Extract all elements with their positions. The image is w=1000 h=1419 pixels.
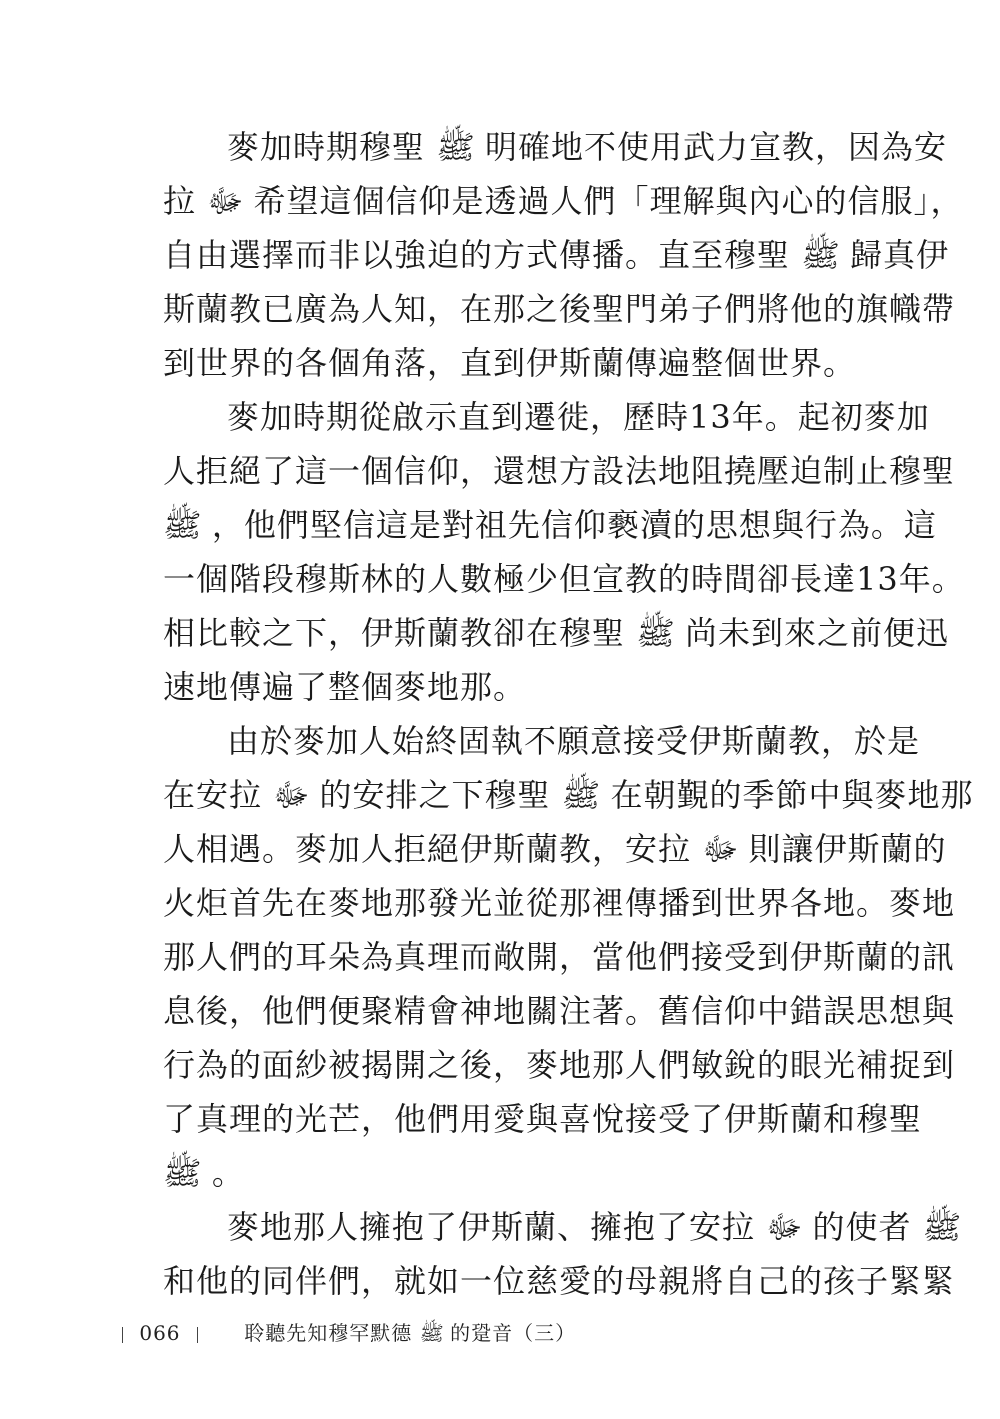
text-line: 相比較之下，伊斯蘭教卻在穆聖 ﷺ 尚未到來之前便迅 [163,614,950,652]
text-line: 自由選擇而非以強迫的方式傳播。直至穆聖 ﷺ 歸真伊 [163,236,950,274]
text-line: 由於麥加人始終固執不願意接受伊斯蘭教，於是 [227,722,921,760]
text-line: 一個階段穆斯林的人數極少但宣教的時間卻長達13年。 [163,560,965,598]
text-line: 人相遇。麥加人拒絕伊斯蘭教，安拉 ﷻ 則讓伊斯蘭的 [163,830,947,868]
page-footer [112,1318,576,1348]
text-line: 麥加時期從啟示直到遷徙，歷時13年。起初麥加 [227,398,930,436]
text-line: 火炬首先在麥地那發光並從那裡傳播到世界各地。麥地 [163,884,956,922]
text-line: 麥地那人擁抱了伊斯蘭、擁抱了安拉 ﷻ 的使者 ﷺ [227,1208,962,1246]
text-line: ﷺ 。 [163,1154,245,1192]
text-line: 麥加時期穆聖 ﷺ 明確地不使用武力宣教，因為安 [227,128,948,166]
running-title: 聆聽先知穆罕默德 ﷺ 的跫音（三） [244,1321,577,1345]
page-number: 066 [139,1321,181,1345]
text-line: 到世界的各個角落，直到伊斯蘭傳遍整個世界。 [163,344,857,382]
footer-divider [197,1327,198,1343]
text-line: 和他的同伴們，就如一位慈愛的母親將自己的孩子緊緊 [163,1262,956,1300]
text-line: ﷺ ，他們堅信這是對祖先信仰褻瀆的思想與行為。這 [163,506,937,544]
text-line: 了真理的光芒，他們用愛與喜悅接受了伊斯蘭和穆聖 [163,1100,923,1138]
text-line: 行為的面紗被揭開之後，麥地那人們敏銳的眼光補捉到 [163,1046,956,1084]
text-line: 速地傳遍了整個麥地那。 [163,668,527,706]
footer-divider [122,1327,123,1343]
text-line: 息後，他們便聚精會神地關注著。舊信仰中錯誤思想與 [163,992,956,1030]
text-line: 斯蘭教已廣為人知，在那之後聖門弟子們將他的旗幟帶 [163,290,956,328]
text-line: 在安拉 ﷻ 的安排之下穆聖 ﷺ 在朝覲的季節中與麥地那 [163,776,974,814]
text-line: 拉 ﷻ 希望這個信仰是透過人們「理解與內心的信服」， [163,182,964,220]
text-line: 那人們的耳朵為真理而敞開，當他們接受到伊斯蘭的訊 [163,938,956,976]
text-line: 人拒絕了這一個信仰，還想方設法地阻撓壓迫制止穆聖 [163,452,956,490]
